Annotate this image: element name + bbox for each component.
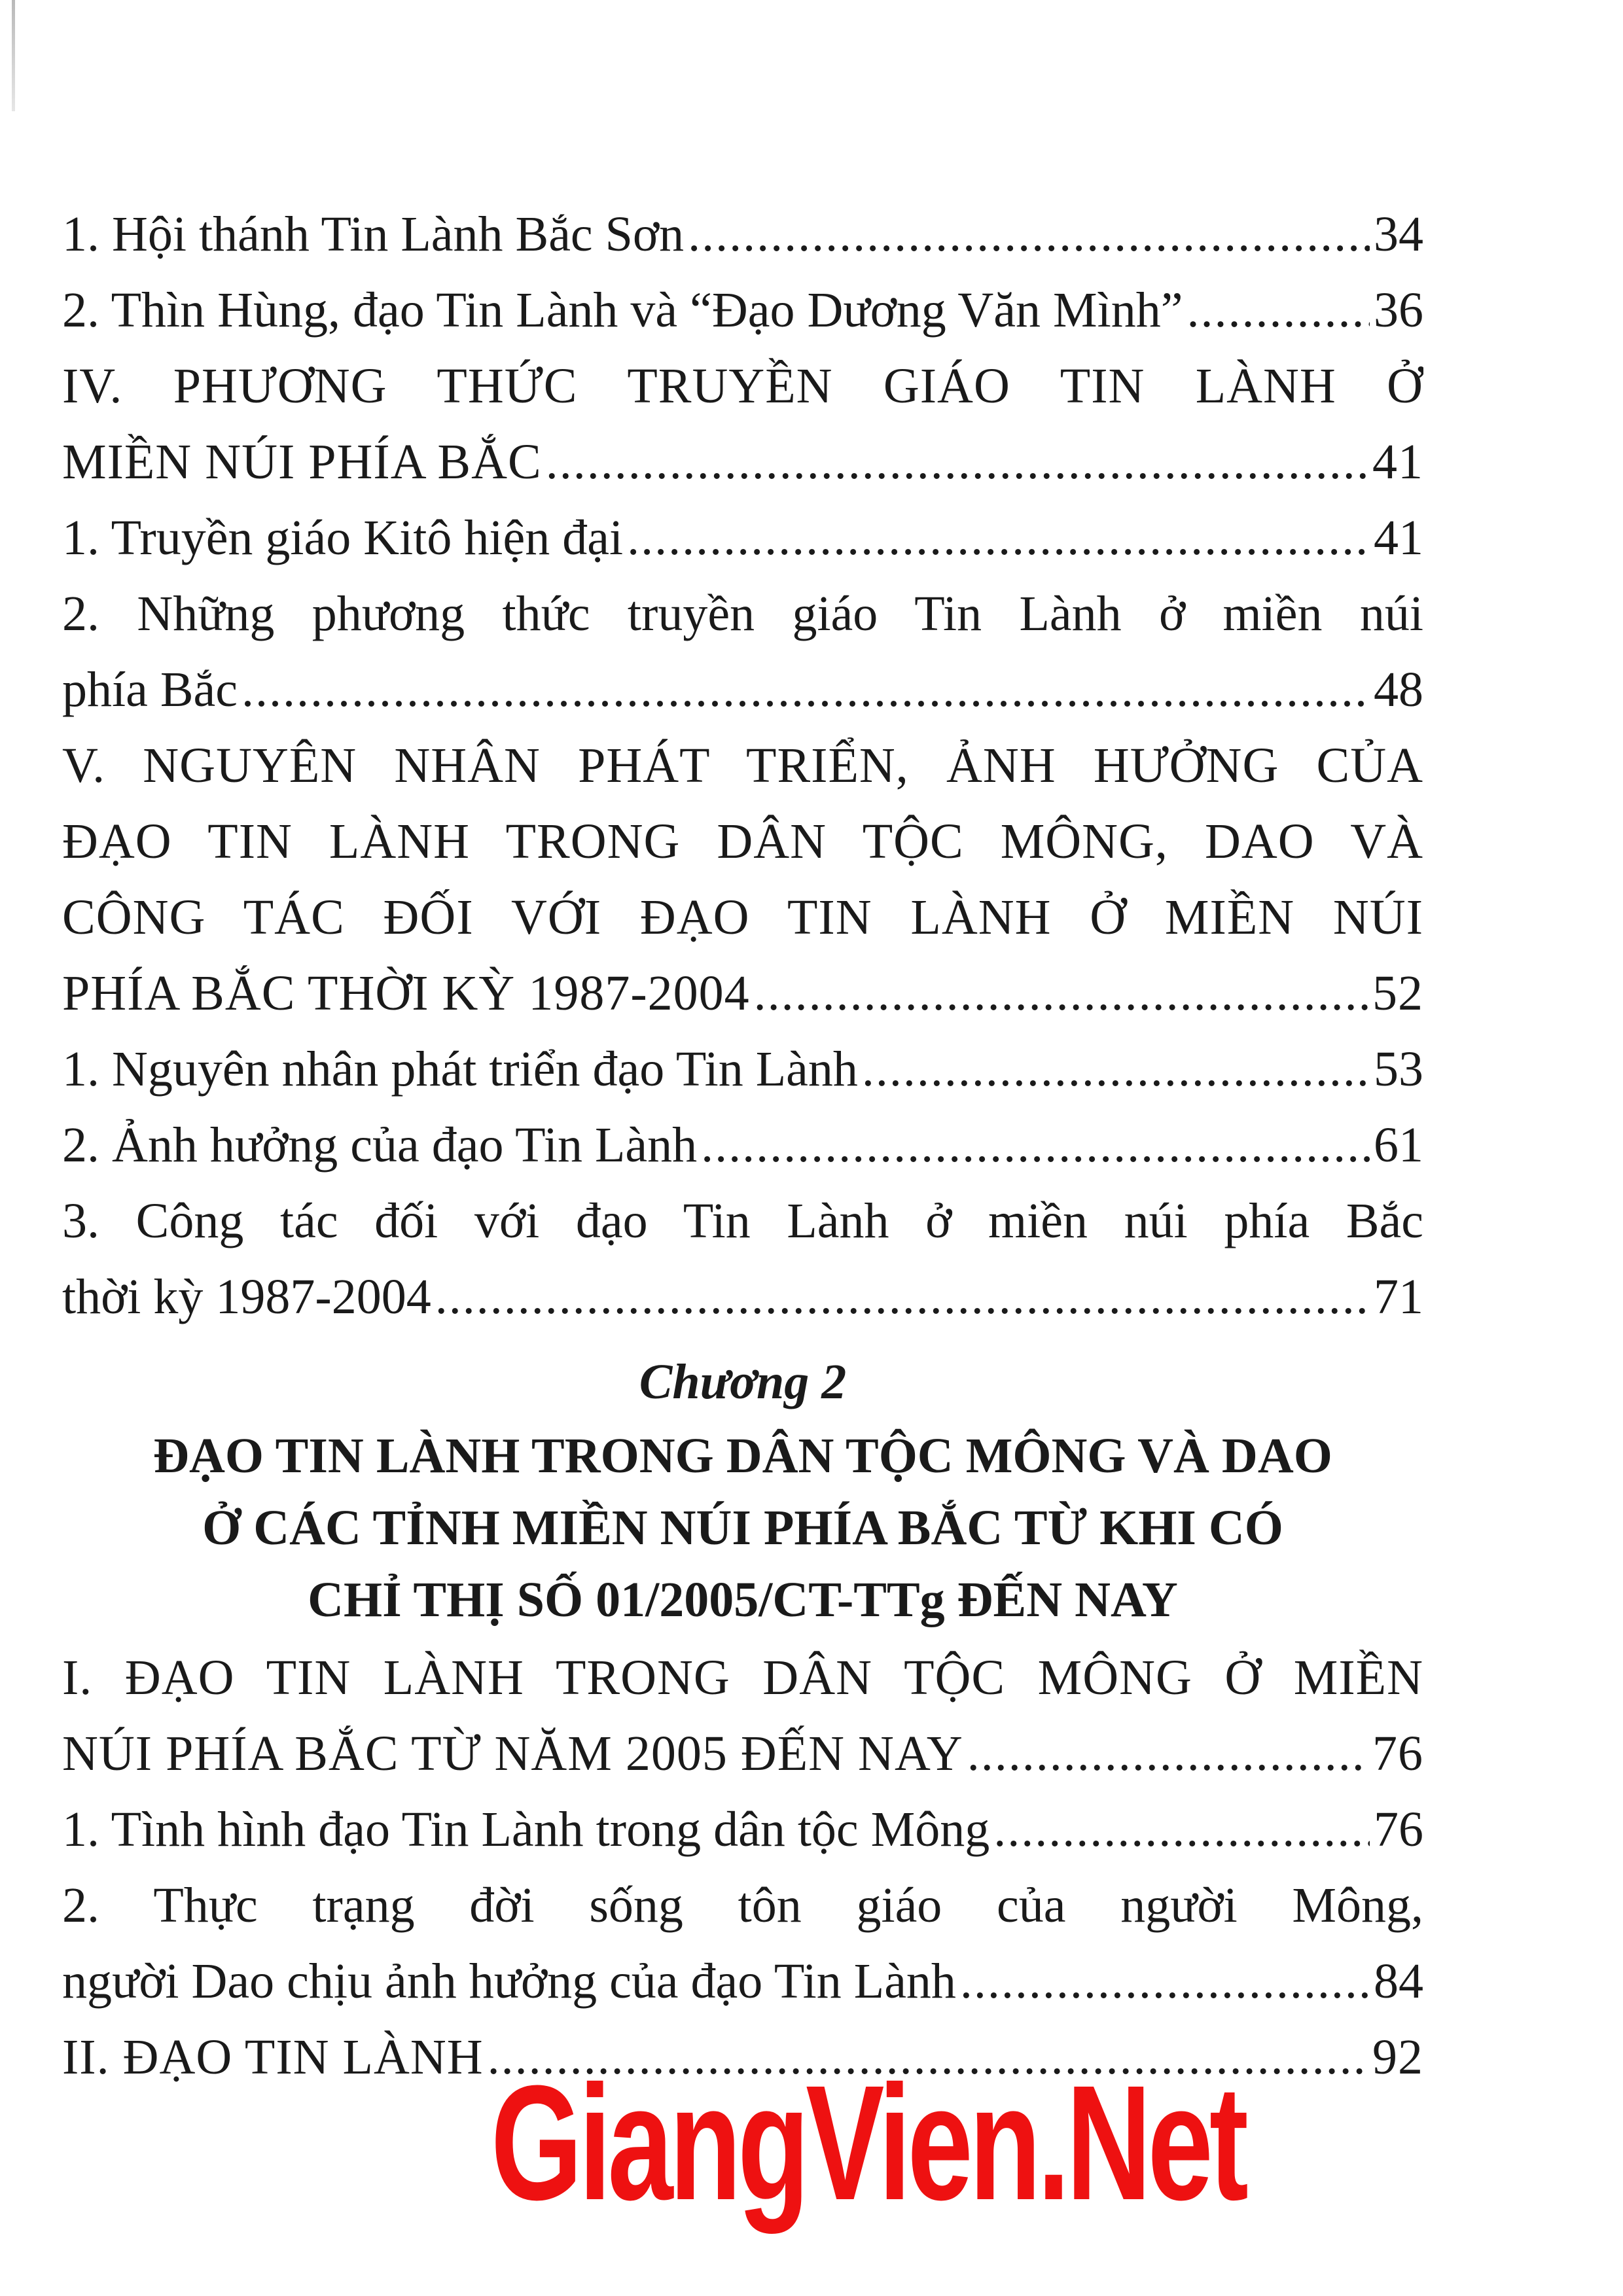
toc-entry-title: thời kỳ 1987-2004 (62, 1269, 431, 1324)
toc-entry-line: IV. PHƯƠNG THỨC TRUYỀN GIÁO TIN LÀNH Ở (62, 359, 1423, 414)
toc-entry[interactable] (62, 576, 1423, 728)
toc-entry-title: 1. Tình hình đạo Tin Lành trong dân tộc Mông (62, 1802, 990, 1857)
toc-entry[interactable] (62, 1792, 1423, 1867)
toc-page-number: 53 (1374, 1042, 1423, 1097)
toc-entry-last-line (62, 196, 1423, 272)
toc-page-number: 61 (1374, 1118, 1423, 1173)
dot-leader (960, 1943, 1370, 2019)
chapter-label: Chương 2 (639, 1354, 847, 1409)
toc-entry-last-line (62, 1259, 1423, 1335)
toc-entry-last-line (62, 272, 1423, 348)
toc-page-number: 41 (1372, 434, 1423, 489)
toc-page-number: 71 (1374, 1269, 1423, 1324)
toc-entry-last-line (62, 1031, 1423, 1107)
dot-leader (435, 1259, 1370, 1335)
toc-entry-line: 2. Những phương thức truyền giáo Tin Lành ở miền núi (62, 586, 1423, 641)
toc-entry-line: 3. Công tác đối với đạo Tin Lành ở miền núi phía Bắc (62, 1193, 1423, 1248)
toc-entry-last-line (62, 500, 1423, 576)
toc-entry[interactable] (62, 196, 1423, 272)
toc-section-before-chapter (62, 196, 1423, 1335)
chapter-title-line: ĐẠO TIN LÀNH TRONG DÂN TỘC MÔNG VÀ DAO (153, 1428, 1332, 1483)
dot-leader (241, 652, 1370, 728)
toc-section-after-chapter (62, 1640, 1423, 2095)
toc-entry-title: MIỀN NÚI PHÍA BẮC (62, 434, 542, 489)
dot-leader (688, 196, 1370, 272)
toc-entry-title: 2. Thìn Hùng, đạo Tin Lành và “Đạo Dương Văn Mình” (62, 283, 1183, 338)
toc-entry-title: II. ĐẠO TIN LÀNH (62, 2030, 484, 2085)
dot-leader (754, 955, 1368, 1031)
toc-entry-title: 1. Truyền giáo Kitô hiện đại (62, 510, 624, 565)
dot-leader (862, 1031, 1370, 1107)
toc-entry[interactable] (62, 272, 1423, 348)
toc-entry-last-line (62, 1943, 1423, 2019)
toc-entry-last-line (62, 955, 1423, 1031)
toc-entry-title: người Dao chịu ảnh hưởng của đạo Tin Lành (62, 1954, 956, 2009)
toc-entry[interactable] (62, 1107, 1423, 1183)
dot-leader (627, 500, 1370, 576)
toc-page-number: 76 (1372, 1726, 1423, 1781)
toc-page-number: 92 (1372, 2030, 1423, 2085)
toc-entry-last-line (62, 652, 1423, 728)
toc-entry-title: NÚI PHÍA BẮC TỪ NĂM 2005 ĐẾN NAY (62, 1726, 963, 1781)
chapter-title (62, 1420, 1423, 1636)
toc-entry-line: ĐẠO TIN LÀNH TRONG DÂN TỘC MÔNG, DAO VÀ (62, 814, 1423, 869)
toc-page-number: 76 (1374, 1802, 1423, 1857)
toc-entry-last-line (62, 1716, 1423, 1792)
toc-entry-last-line (62, 424, 1423, 500)
toc-entry-line: 2. Thực trạng đời sống tôn giáo của người Mông, (62, 1878, 1423, 1933)
toc-entry[interactable] (62, 1640, 1423, 1792)
dot-leader (701, 1107, 1370, 1183)
toc-entry-title: 1. Hội thánh Tin Lành Bắc Sơn (62, 207, 685, 262)
toc-page-number: 36 (1374, 283, 1423, 338)
toc-page-number: 52 (1372, 966, 1423, 1021)
toc-entry-line: I. ĐẠO TIN LÀNH TRONG DÂN TỘC MÔNG Ở MIỀN (62, 1650, 1423, 1705)
toc-entry-title: 2. Ảnh hưởng của đạo Tin Lành (62, 1118, 698, 1173)
toc-page-number: 34 (1374, 207, 1423, 262)
toc-page-number: 41 (1374, 510, 1423, 565)
toc-entry-line: CÔNG TÁC ĐỐI VỚI ĐẠO TIN LÀNH Ở MIỀN NÚI (62, 890, 1423, 945)
page-edge (12, 0, 15, 111)
toc-entry[interactable] (62, 728, 1423, 1031)
chapter-title-line: Ở CÁC TỈNH MIỀN NÚI PHÍA BẮC TỪ KHI CÓ (202, 1500, 1283, 1555)
toc-entry-last-line (62, 1792, 1423, 1867)
dot-leader (546, 424, 1368, 500)
toc-entry[interactable] (62, 348, 1423, 500)
toc-entry[interactable] (62, 1183, 1423, 1335)
dot-leader (967, 1716, 1368, 1792)
dot-leader (1186, 272, 1370, 348)
toc-entry-title: phía Bắc (62, 662, 238, 717)
toc-entry-line: V. NGUYÊN NHÂN PHÁT TRIỂN, ẢNH HƯỞNG CỦA (62, 738, 1423, 793)
dot-leader (993, 1792, 1370, 1867)
toc-entry-title: 1. Nguyên nhân phát triển đạo Tin Lành (62, 1042, 858, 1097)
toc-page-number: 84 (1374, 1954, 1423, 2009)
toc-entry-last-line (62, 1107, 1423, 1183)
toc-entry[interactable] (62, 500, 1423, 576)
toc-entry-title: PHÍA BẮC THỜI KỲ 1987-2004 (62, 966, 750, 1021)
toc-page-number: 48 (1374, 662, 1423, 717)
toc-entry[interactable] (62, 1031, 1423, 1107)
watermark-logo: GiangVien.Net (491, 2051, 1245, 2234)
table-of-contents (62, 196, 1423, 2095)
chapter-title-line: CHỈ THỊ SỐ 01/2005/CT-TTg ĐẾN NAY (308, 1572, 1178, 1627)
toc-entry[interactable] (62, 1867, 1423, 2019)
